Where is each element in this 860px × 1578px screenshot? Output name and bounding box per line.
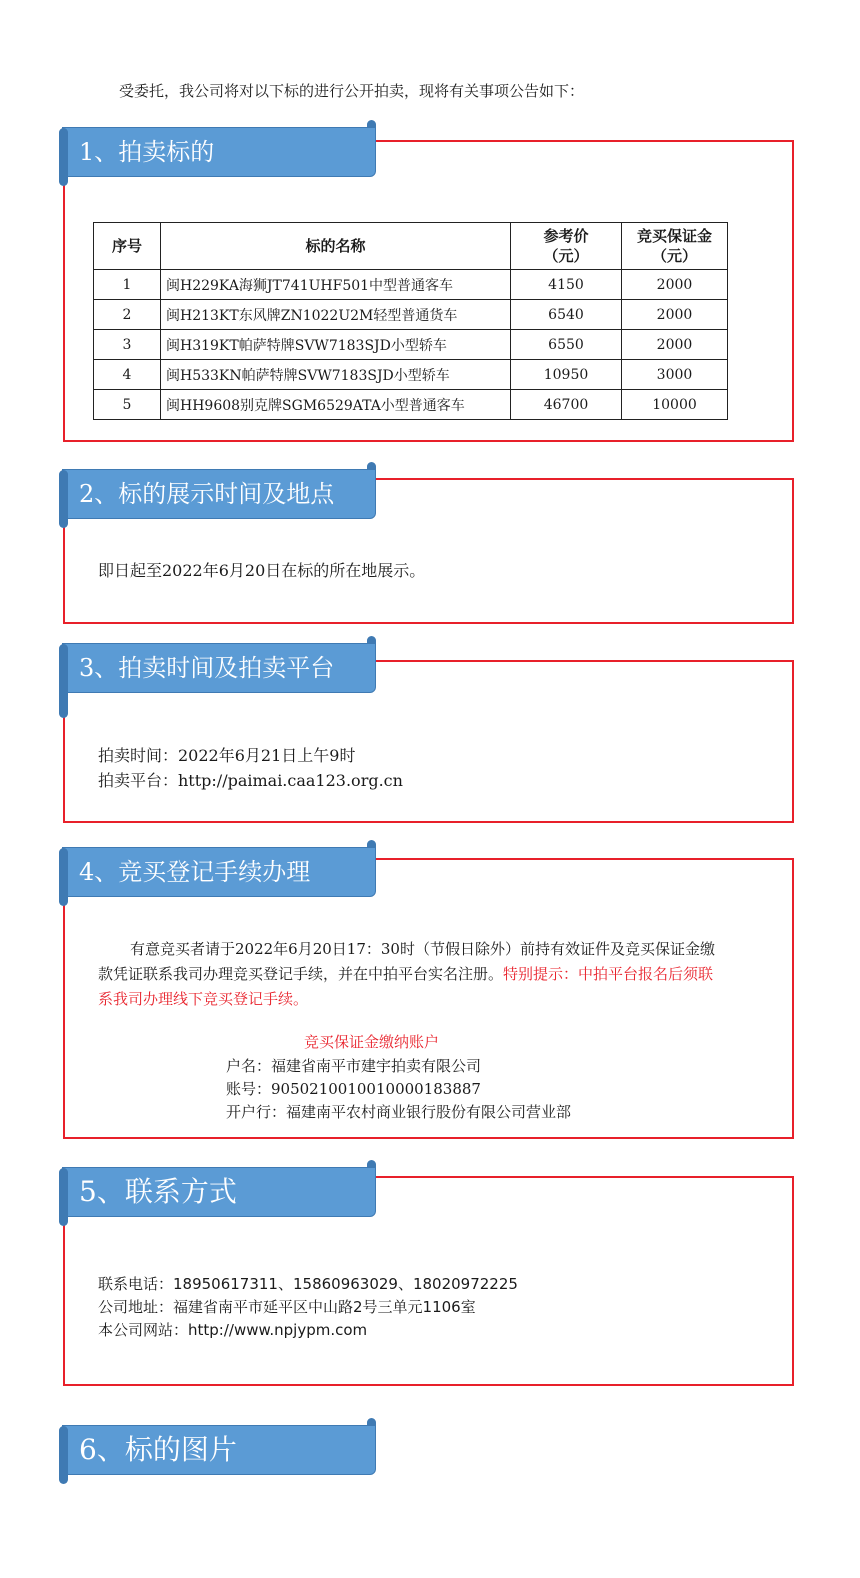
cell-index: 1	[94, 270, 161, 300]
section-3-title: 3、拍卖时间及拍卖平台	[62, 643, 376, 693]
table-row	[94, 270, 728, 300]
banner-scroll-curl	[59, 128, 68, 186]
contact-phone: 联系电话：18950617311、15860963029、18020972225	[98, 1275, 518, 1293]
banner-scroll-curl	[59, 1426, 68, 1484]
header-index: 序号	[94, 223, 161, 270]
cell-index: 4	[94, 360, 161, 390]
cell-deposit: 3000	[622, 360, 728, 390]
cell-index: 3	[94, 330, 161, 360]
cell-price: 10950	[511, 360, 622, 390]
cell-name: 闽H533KN帕萨特牌SVW7183SJD小型轿车	[161, 360, 511, 390]
section-4-title: 4、竞买登记手续办理	[62, 847, 376, 897]
account-bank: 开户行：福建南平农村商业银行股份有限公司营业部	[226, 1103, 572, 1121]
table-row	[94, 300, 728, 330]
table-row	[94, 330, 728, 360]
header-reference-price: 参考价 （元）	[511, 223, 622, 270]
table-row	[94, 360, 728, 390]
cell-price: 4150	[511, 270, 622, 300]
section-2-title: 2、标的展示时间及地点	[62, 469, 376, 519]
cell-deposit: 10000	[622, 390, 728, 420]
section-5-title: 5、联系方式	[62, 1167, 376, 1217]
cell-name: 闽H213KT东风牌ZN1022U2M轻型普通货车	[161, 300, 511, 330]
banner-scroll-curl	[59, 470, 68, 528]
lots-table	[93, 222, 728, 420]
account-number: 账号：9050210010010000183887	[226, 1080, 481, 1098]
cell-deposit: 2000	[622, 300, 728, 330]
cell-price: 6550	[511, 330, 622, 360]
section-1-title: 1、拍卖标的	[62, 127, 376, 177]
registration-text: 有意竞买者请于2022年6月20日17：30时（节假日除外）前持有效证件及竞买保证金缴款凭证联系我司办理竞买登记手续，并在中拍平台实名注册。	[98, 940, 715, 983]
account-name: 户名：福建省南平市建宇拍卖有限公司	[226, 1057, 482, 1075]
cell-index: 5	[94, 390, 161, 420]
banner-scroll-curl	[59, 1168, 68, 1226]
cell-name: 闽H229KA海狮JT741UHF501中型普通客车	[161, 270, 511, 300]
cell-name: 闽HH9608别克牌SGM6529ATA小型普通客车	[161, 390, 511, 420]
cell-index: 2	[94, 300, 161, 330]
cell-deposit: 2000	[622, 270, 728, 300]
contact-website[interactable]: 本公司网站：http://www.npjypm.com	[98, 1321, 368, 1339]
table-header-row	[94, 223, 728, 270]
banner-scroll-curl	[59, 848, 68, 906]
auction-platform[interactable]: 拍卖平台：http://paimai.caa123.org.cn	[98, 771, 403, 790]
contact-address: 公司地址：福建省南平市延平区中山路2号三单元1106室	[98, 1298, 476, 1316]
section-6-title: 6、标的图片	[62, 1425, 376, 1475]
registration-paragraph	[98, 937, 718, 1012]
cell-price: 6540	[511, 300, 622, 330]
intro-text: 受委托，我公司将对以下标的进行公开拍卖，现将有关事项公告如下：	[119, 82, 585, 100]
header-deposit: 竞买保证金 （元）	[622, 223, 728, 270]
banner-scroll-curl	[59, 644, 68, 718]
display-text: 即日起至2022年6月20日在标的所在地展示。	[98, 561, 426, 580]
account-title: 竞买保证金缴纳账户	[304, 1033, 440, 1051]
auction-time: 拍卖时间：2022年6月21日上午9时	[98, 746, 356, 765]
registration-warning: 特别提示：中拍平台报名后须联系我司办理线下竞买登记手续。	[98, 965, 714, 1008]
cell-deposit: 2000	[622, 330, 728, 360]
header-name: 标的名称	[161, 223, 511, 270]
cell-name: 闽H319KT帕萨特牌SVW7183SJD小型轿车	[161, 330, 511, 360]
table-row	[94, 390, 728, 420]
cell-price: 46700	[511, 390, 622, 420]
